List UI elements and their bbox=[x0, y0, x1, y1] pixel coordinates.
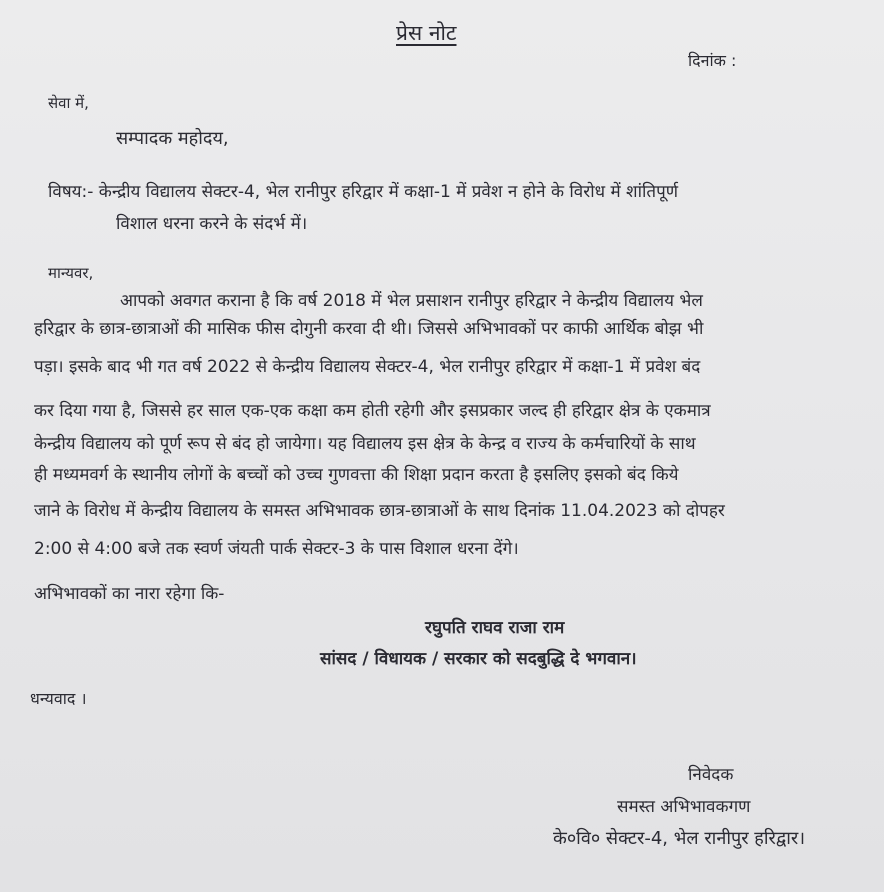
salutation-line-1: सेवा में, bbox=[48, 94, 89, 112]
salutation-line-2: सम्पादक महोदय, bbox=[116, 128, 229, 149]
body-line: आपको अवगत कराना है कि वर्ष 2018 में भेल प्रसाशन रानीपुर हरिद्वार ने केन्द्रीय विद्यालय भेल bbox=[120, 291, 703, 311]
body-line: 2:00 से 4:00 बजे तक स्वर्ण जंयती पार्क सेक्टर-3 के पास विशाल धरना देंगे। bbox=[34, 539, 519, 559]
body-line: जाने के विरोध में केन्द्रीय विद्यालय के समस्त अभिभावक छात्र-छात्राओं के साथ दिनांक 11.04.2023 को दोपहर bbox=[34, 501, 725, 521]
body-line: पड़ा। इसके बाद भी गत वर्ष 2022 से केन्द्रीय विद्यालय सेक्टर-4, भेल रानीपुर हरिद्वार में कक्षा-1 में प्रवेश बंद bbox=[34, 357, 701, 377]
body-line: केन्द्रीय विद्यालय को पूर्ण रूप से बंद हो जायेगा। यह विद्यालय इस क्षेत्र के केन्द्र व राज्य के कर्मचारियों के साथ bbox=[34, 434, 696, 454]
body-line: हरिद्वार के छात्र-छात्राओं की मासिक फीस दोगुनी करवा दी थी। जिससे अभिभावकों पर काफी आर्थिक बोझ भी bbox=[34, 319, 704, 339]
date-label: दिनांक : bbox=[688, 51, 737, 70]
subject-line-1: विषय:- केन्द्रीय विद्यालय सेक्टर-4, भेल रानीपुर हरिद्वार में कक्षा-1 में प्रवेश न होने के विरोध में शांतिपूर्ण bbox=[48, 182, 679, 202]
thanks-text: धन्यवाद । bbox=[30, 689, 87, 708]
page-title: प्रेस नोट bbox=[396, 21, 457, 45]
slogan-line-1: रघुपति राघव राजा राम bbox=[425, 618, 565, 638]
body-line: कर दिया गया है, जिससे हर साल एक-एक कक्षा कम होती रहेगी और इसप्रकार जल्द ही हरिद्वार क्षेत्र के एकमात्र bbox=[34, 401, 711, 421]
slogan-line-2: सांसद / विधायक / सरकार को सदबुद्धि दे भगवान। bbox=[320, 649, 637, 669]
subject-line-2: विशाल धरना करने के संदर्भ में। bbox=[116, 214, 308, 234]
signature-line-2: समस्त अभिभावकगण bbox=[617, 797, 751, 817]
slogan-intro: अभिभावकों का नारा रहेगा कि- bbox=[34, 584, 225, 604]
signature-line-1: निवेदक bbox=[688, 765, 734, 785]
greeting: मान्यवर, bbox=[48, 264, 94, 282]
body-line: ही मध्यमवर्ग के स्थानीय लोगों के बच्चों को उच्च गुणवत्ता की शिक्षा प्रदान करता है इसलिए इसको बंद किये bbox=[34, 465, 679, 485]
signature-line-3: के०वि० सेक्टर-4, भेल रानीपुर हरिद्वार। bbox=[553, 828, 806, 849]
